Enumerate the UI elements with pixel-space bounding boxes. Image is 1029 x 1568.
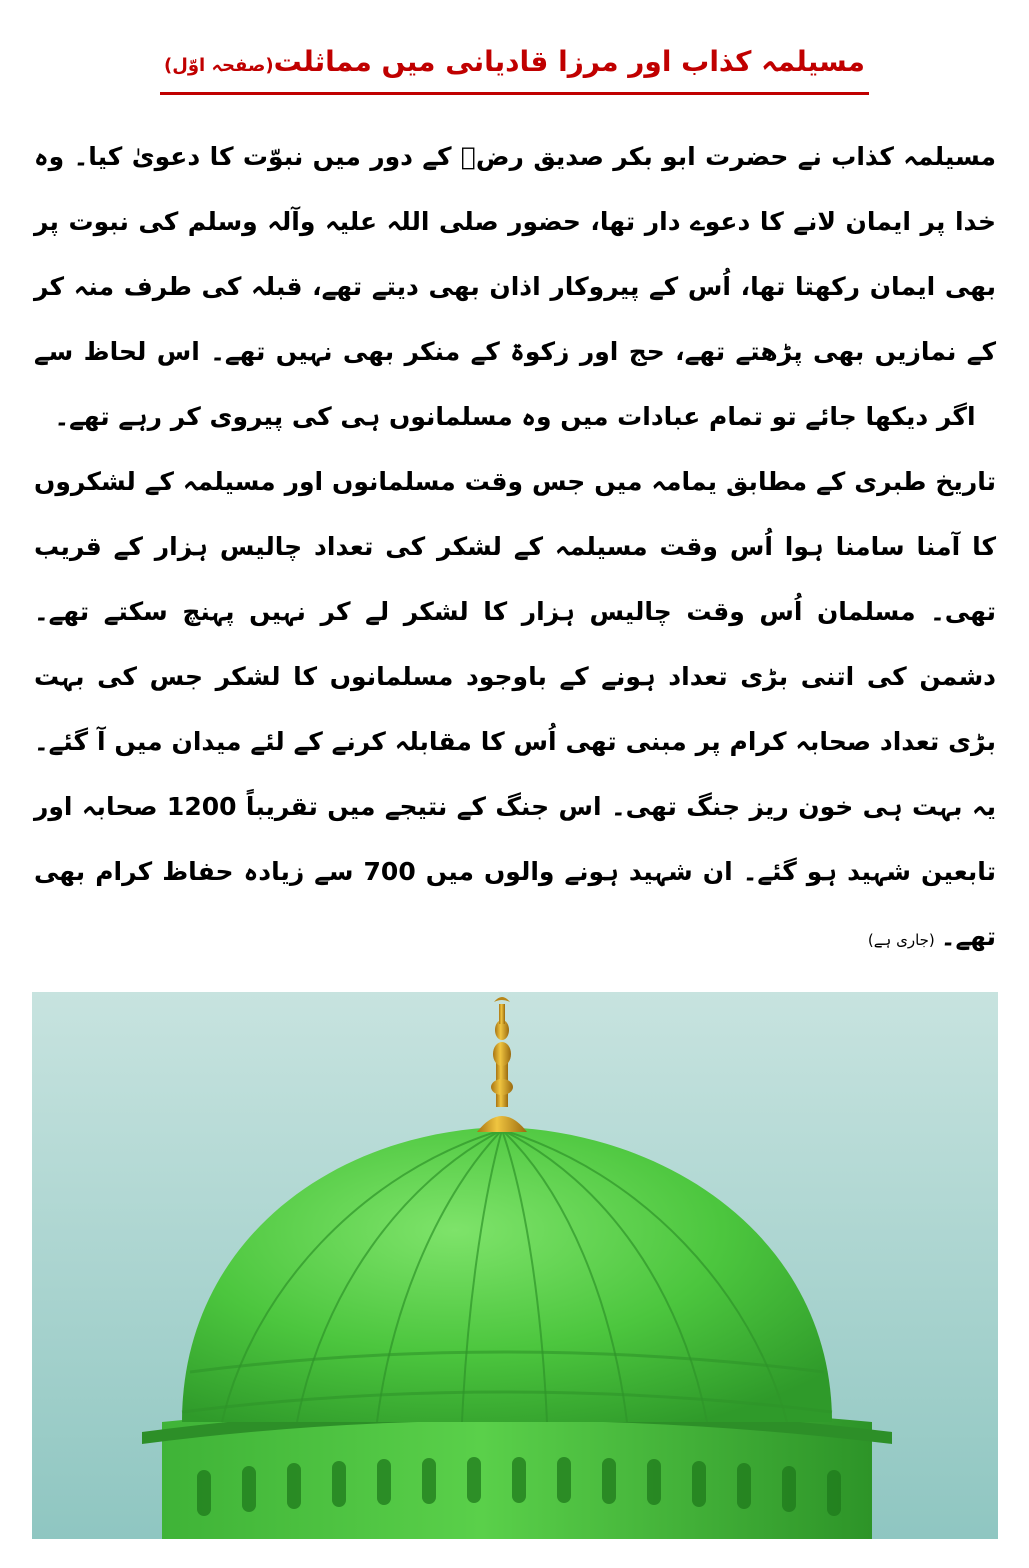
article-body: [34, 124, 996, 973]
dome-illustration: [32, 992, 998, 1539]
paragraph-2-text: تاریخ طبری کے مطابق یمامہ میں جس وقت مسلمانوں اور مسیلمہ کے لشکروں کا آمنا سامنا ہوا اُس وقت مسیلمہ کے لشکر کی تعداد چالیس ہزار کے قریب تھی۔ مسلمان اُس وقت چالیس ہزار کا لشکر لے کر نہیں پہنچ سکتے تھے۔ دشمن کی اتنی بڑی تعداد ہونے کے باوجود مسلمانوں کا لشکر جس کی بہت بڑی تعداد صحابہ کرام پر مبنی تھی اُس کا مقابلہ کرنے کے لئے میدان میں آ گئے۔ یہ بہت ہی خون ریز جنگ تھی۔ اس جنگ کے نتیجے میں تقریباً 1200 صحابہ اور تابعین شہید ہو گئے۔ ان شہید ہونے والوں میں 700 سے زیادہ حفاظ کرام بھی تھے۔: [34, 467, 996, 951]
header: [0, 40, 1029, 95]
green-dome-photo: [32, 992, 998, 1539]
paragraph-2: [34, 449, 996, 973]
paragraph-1: مسیلمہ کذاب نے حضرت ابو بکر صدیق رضؓ کے دور میں نبوّت کا دعویٰ کیا۔ وہ خدا پر ایمان لانے کا دعوے دار تھا، حضور صلی اللہ علیہ وآلہ وسلم کی نبوت پر بھی ایمان رکھتا تھا، اُس کے پیروکار اذان بھی دیتے تھے، قبلہ کی طرف منہ کر کے نمازیں بھی پڑھتے تھے، حج اور زکوۃ کے منکر بھی نہیں تھے۔ اس لحاظ سے اگر دیکھا جائے تو تمام عبادات میں وہ مسلمانوں ہی کی پیروی کر رہے تھے۔: [34, 142, 996, 431]
page-title: [160, 40, 869, 95]
continued-label: (جاری ہے): [867, 931, 935, 949]
title-text: مسیلمہ کذاب اور مرزا قادیانی میں مماثلت: [273, 45, 865, 78]
page-label: (صفحہ اوّل): [164, 55, 274, 76]
